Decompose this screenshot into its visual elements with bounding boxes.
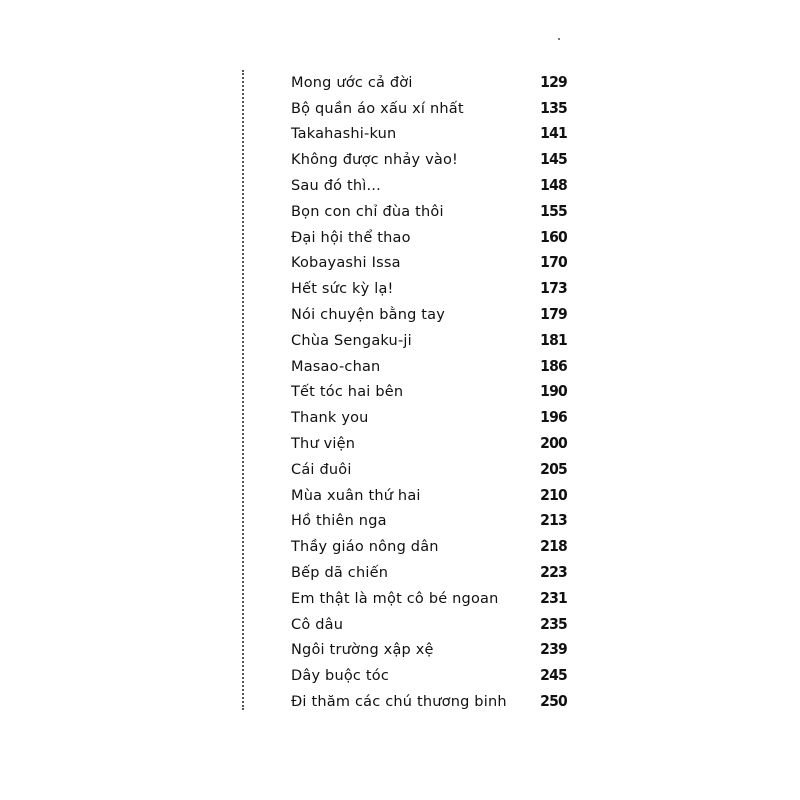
toc-entry bbox=[291, 122, 567, 148]
toc-entry-title: Ngôi trường xập xệ bbox=[291, 642, 434, 659]
toc-entry bbox=[291, 173, 567, 199]
toc-entry-page: 170 bbox=[540, 255, 567, 272]
toc-entry bbox=[291, 663, 567, 689]
toc-entry bbox=[291, 560, 567, 586]
toc-entry-page: 186 bbox=[540, 358, 567, 376]
toc-entry-title: Kobayashi Issa bbox=[291, 255, 401, 272]
toc-entry bbox=[291, 689, 567, 715]
toc-entry-page: 181 bbox=[540, 332, 567, 350]
toc-entry-title: Bộ quần áo xấu xí nhất bbox=[291, 100, 464, 117]
toc-entry-title: Chùa Sengaku-ji bbox=[291, 332, 412, 349]
toc-entry bbox=[291, 302, 567, 328]
toc-entry-title: Dây buộc tóc bbox=[291, 668, 390, 685]
toc-entry-title: Mùa xuân thứ hai bbox=[291, 487, 421, 504]
toc-entry-page: 250 bbox=[540, 693, 567, 711]
toc-entry-title: Nói chuyện bằng tay bbox=[291, 307, 446, 324]
toc-entry-title: Masao-chan bbox=[291, 358, 381, 375]
toc-entry bbox=[291, 199, 567, 225]
toc-entry bbox=[291, 586, 567, 612]
toc-entry-title: Em thật là một cô bé ngoan bbox=[291, 590, 499, 607]
toc-entry-title: Bếp dã chiến bbox=[291, 565, 389, 582]
toc-entry bbox=[291, 509, 567, 535]
toc-entry-page: 129 bbox=[540, 74, 567, 92]
toc-entry bbox=[291, 534, 567, 560]
toc-entry-title: Cô dâu bbox=[291, 616, 344, 633]
toc-entry-page: 190 bbox=[540, 384, 567, 401]
toc-entry-page: 245 bbox=[540, 667, 567, 685]
toc-entry bbox=[291, 457, 567, 483]
toc-entry-page: 213 bbox=[540, 513, 567, 530]
toc-entry bbox=[291, 483, 567, 509]
toc-entry bbox=[291, 147, 567, 173]
toc-entry-title: Không được nhảy vào! bbox=[291, 152, 459, 169]
toc-entry-page: 218 bbox=[540, 538, 567, 556]
toc-entry bbox=[291, 431, 567, 457]
toc-entry-page: 141 bbox=[540, 126, 567, 143]
toc-entry-title: Thank you bbox=[291, 410, 369, 427]
toc-entry-page: 160 bbox=[540, 229, 567, 247]
toc-entry-page: 231 bbox=[540, 590, 567, 608]
toc-entry-title: Sau đó thì... bbox=[291, 178, 381, 195]
toc-entry-page: 135 bbox=[540, 100, 567, 118]
toc-entry-page: 196 bbox=[540, 409, 567, 427]
toc-entry-page: 148 bbox=[540, 177, 567, 195]
toc-entry-title: Thầy giáo nông dân bbox=[291, 539, 439, 556]
toc-entry bbox=[291, 70, 567, 96]
toc-entry-page: 200 bbox=[540, 435, 567, 453]
toc-entry-page: 223 bbox=[540, 564, 567, 582]
toc-entry-title: Cái đuôi bbox=[291, 461, 352, 478]
toc-entry-page: 239 bbox=[540, 642, 567, 659]
toc-entry bbox=[291, 380, 567, 406]
dotted-margin-rule bbox=[242, 70, 244, 710]
toc-entry-title: Thư viện bbox=[291, 436, 356, 453]
toc-entry-page: 173 bbox=[540, 280, 567, 298]
toc-entry-page: 210 bbox=[540, 487, 567, 505]
toc-entry-title: Hồ thiên nga bbox=[291, 513, 387, 530]
toc-entry bbox=[291, 612, 567, 638]
toc-entry-title: Mong ước cả đời bbox=[291, 74, 413, 91]
toc-entry bbox=[291, 225, 567, 251]
toc-entry-title: Bọn con chỉ đùa thôi bbox=[291, 203, 444, 220]
toc-entry-title: Hết sức kỳ lạ! bbox=[291, 281, 394, 298]
toc-entry-page: 205 bbox=[540, 461, 567, 479]
toc-entry-title: Đi thăm các chú thương binh bbox=[291, 694, 507, 711]
corner-speck bbox=[558, 38, 560, 40]
toc-entry-title: Takahashi-kun bbox=[291, 126, 397, 143]
toc-entry-page: 145 bbox=[540, 151, 567, 169]
toc-entry-title: Đại hội thể thao bbox=[291, 229, 411, 246]
toc-entry bbox=[291, 276, 567, 302]
toc-entry-page: 155 bbox=[540, 203, 567, 221]
toc-entry bbox=[291, 354, 567, 380]
toc-entry bbox=[291, 405, 567, 431]
table-of-contents bbox=[291, 70, 567, 715]
toc-entry bbox=[291, 251, 567, 277]
toc-entry-title: Tết tóc hai bên bbox=[291, 384, 404, 401]
toc-entry bbox=[291, 96, 567, 122]
toc-entry-page: 235 bbox=[540, 616, 567, 634]
toc-entry-page: 179 bbox=[540, 306, 567, 324]
toc-entry bbox=[291, 328, 567, 354]
toc-entry bbox=[291, 638, 567, 664]
